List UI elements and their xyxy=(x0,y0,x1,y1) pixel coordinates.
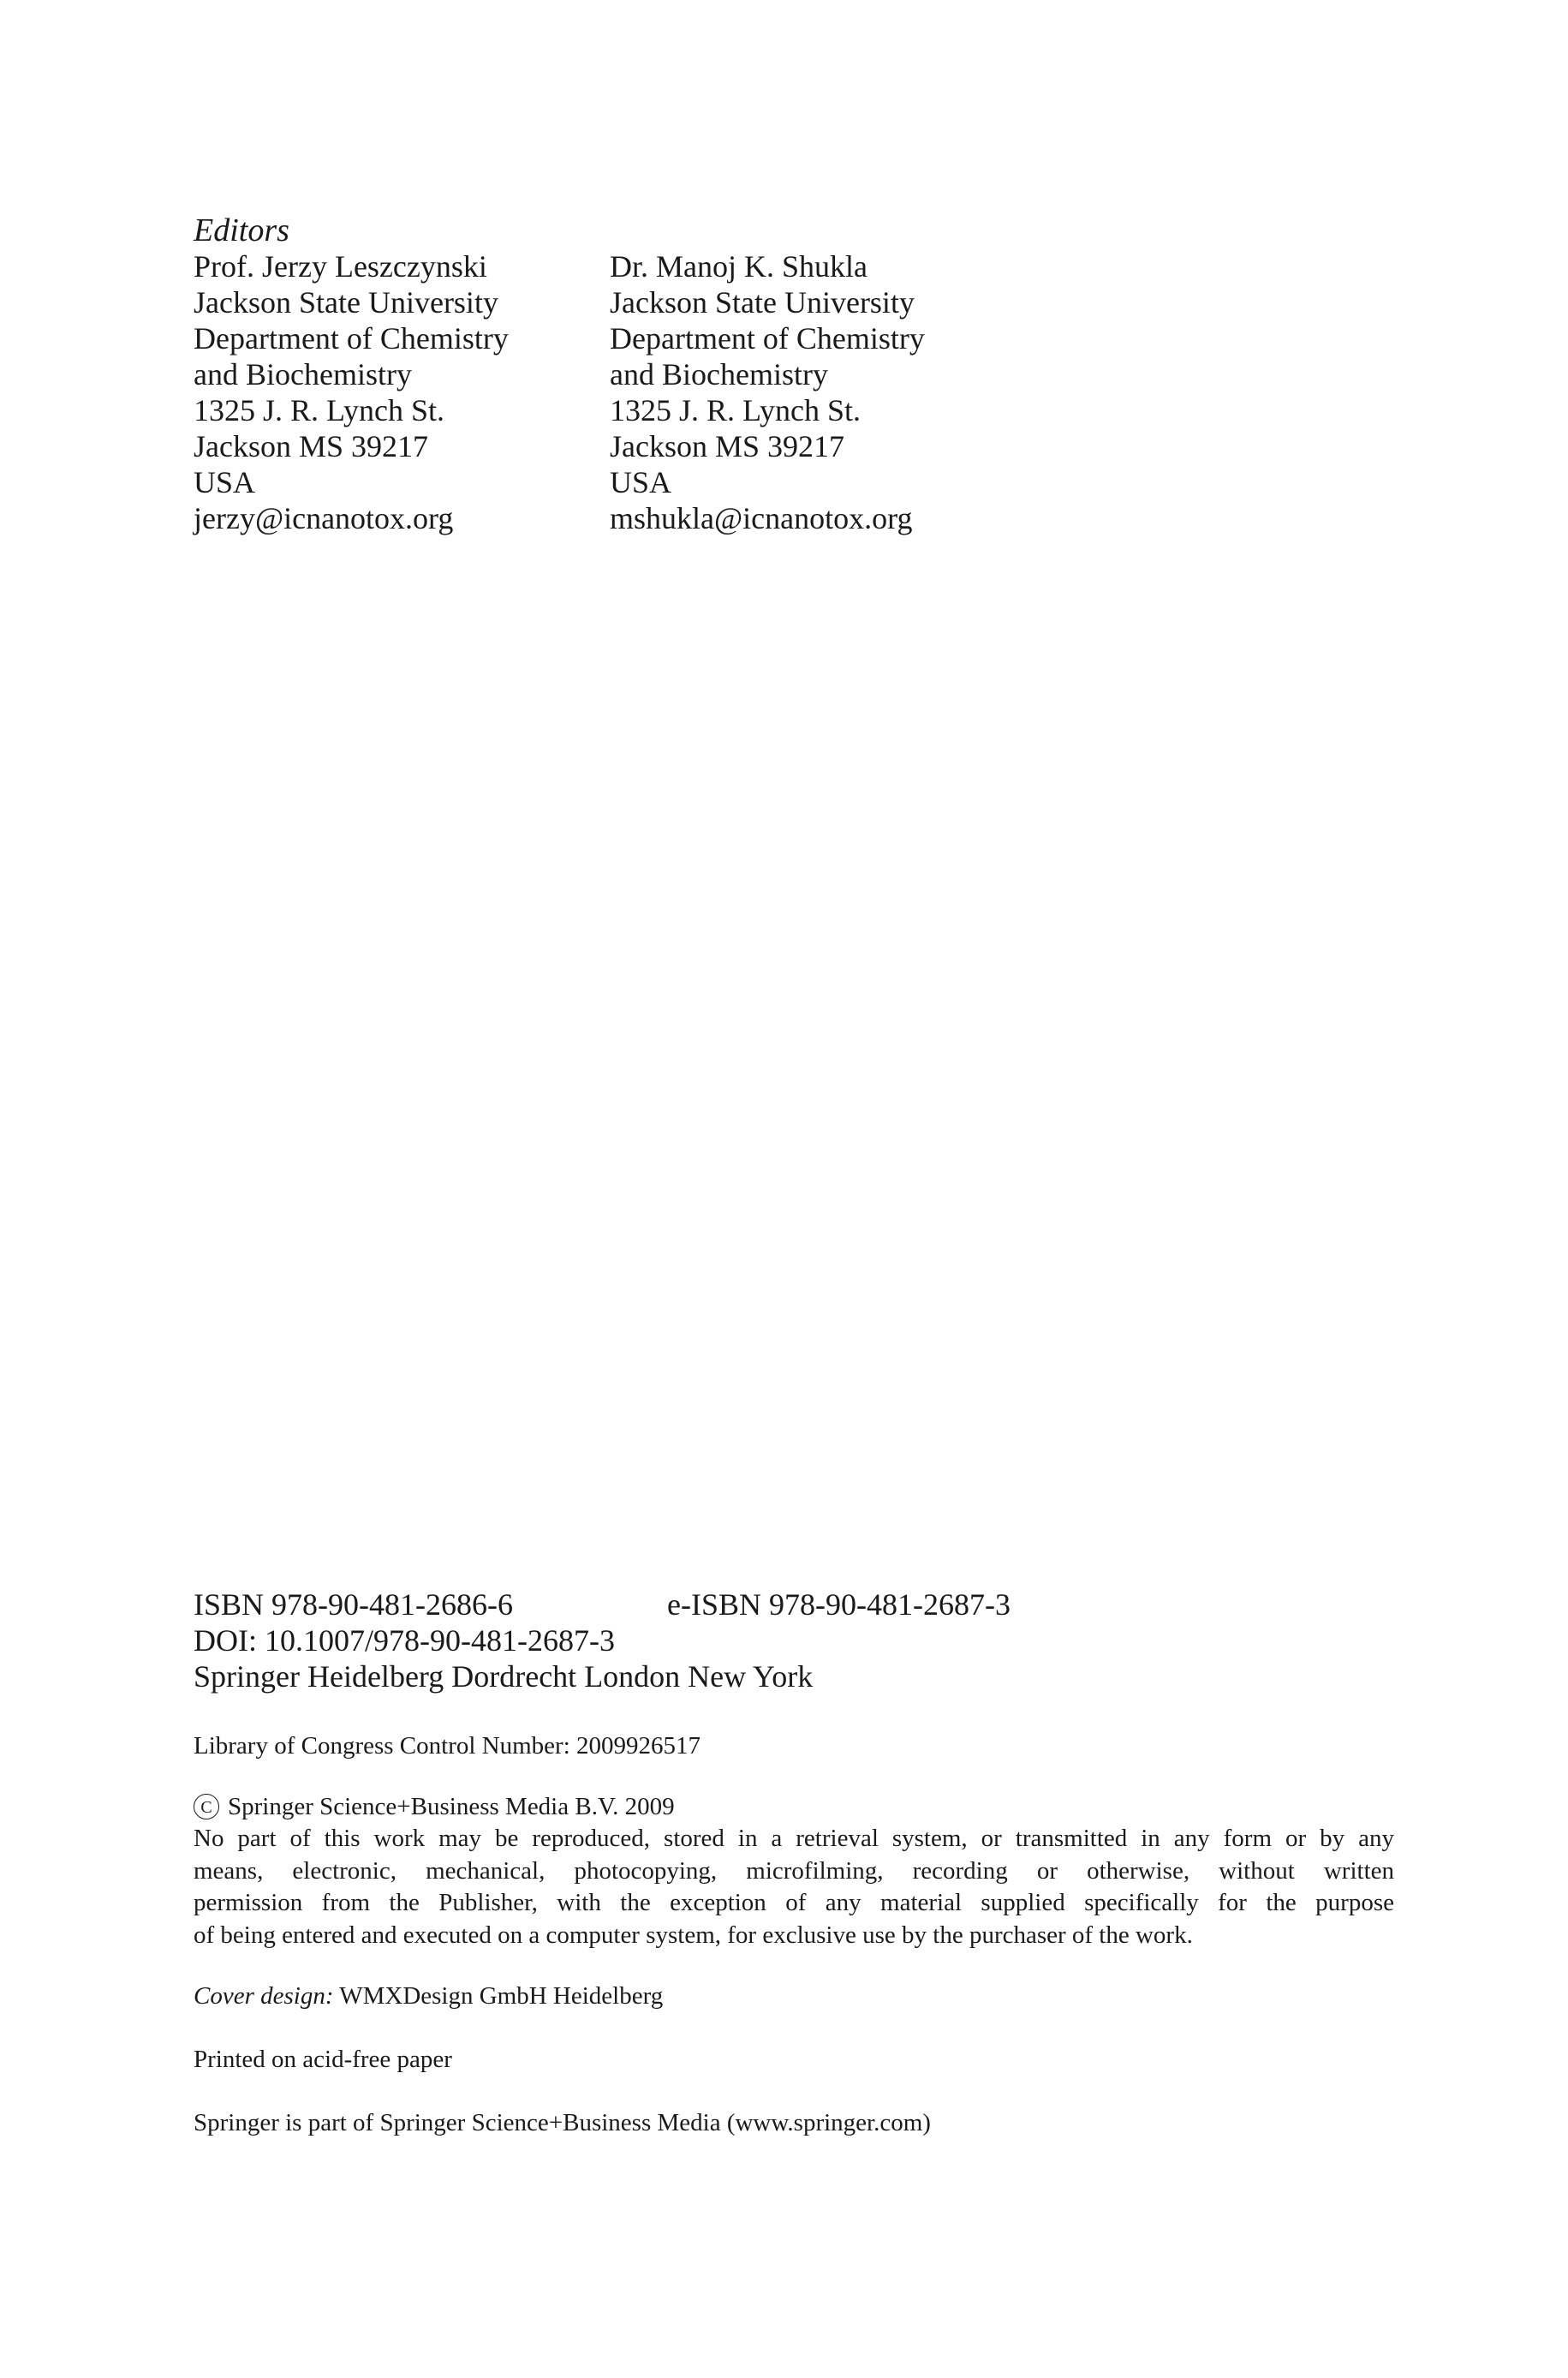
cover-design xyxy=(194,1981,663,2012)
editor-right-name: Dr. Manoj K. Shukla xyxy=(610,249,867,284)
editor-right-email: mshukla@icnanotox.org xyxy=(610,501,913,535)
editor-right-country: USA xyxy=(610,465,672,499)
e-isbn: e-ISBN 978-90-481-2687-3 xyxy=(667,1587,1011,1622)
rights-line: permission from the Publisher, with the exception of any material supplied specifically for the purpose xyxy=(194,1889,1394,1916)
copyright-holder: Springer Science+Business Media B.V. 2009 xyxy=(228,1793,675,1820)
editor-left-department2: and Biochemistry xyxy=(194,357,412,391)
rights-line: means, electronic, mechanical, photocopying, microfilming, recording or otherwise, without written xyxy=(194,1856,1394,1885)
editor-right-address xyxy=(610,248,925,536)
editor-left-address xyxy=(194,248,509,536)
isbn-row xyxy=(194,1586,1011,1622)
cover-design-value: WMXDesign GmbH Heidelberg xyxy=(333,1982,664,2010)
isbn: ISBN 978-90-481-2686-6 xyxy=(194,1587,513,1622)
editor-left-street: 1325 J. R. Lynch St. xyxy=(194,393,445,427)
editors-heading: Editors xyxy=(194,212,289,248)
library-of-congress-number: Library of Congress Control Number: 2009926517 xyxy=(194,1732,701,1760)
editor-left-email: jerzy@icnanotox.org xyxy=(194,501,454,535)
editor-right-department2: and Biochemistry xyxy=(610,357,828,391)
doi: DOI: 10.1007/978-90-481-2687-3 xyxy=(194,1623,615,1658)
editor-right-city: Jackson MS 39217 xyxy=(610,429,845,463)
acid-free-paper-note: Printed on acid-free paper xyxy=(194,2046,452,2073)
editor-left-city: Jackson MS 39217 xyxy=(194,429,429,463)
editor-right-department: Department of Chemistry xyxy=(610,321,925,356)
rights-statement xyxy=(194,1823,1394,1951)
publisher-locations: Springer Heidelberg Dordrecht London New York xyxy=(194,1659,814,1694)
rights-line: No part of this work may be reproduced, stored in a retrieval system, or transmitted in any form or by any xyxy=(194,1825,1394,1852)
springer-part-note: Springer is part of Springer Science+Business Media (www.springer.com) xyxy=(194,2109,931,2136)
editor-right-university: Jackson State University xyxy=(610,285,915,320)
editor-left-university: Jackson State University xyxy=(194,285,498,320)
copyright-line xyxy=(194,1791,675,1823)
rights-line: of being entered and executed on a computer system, for exclusive use by the purchaser of the work. xyxy=(194,1921,1193,1949)
copyright-icon: C xyxy=(194,1794,219,1819)
cover-design-label: Cover design: xyxy=(194,1982,334,2010)
editor-left-department: Department of Chemistry xyxy=(194,321,509,356)
editor-left-name: Prof. Jerzy Leszczynski xyxy=(194,249,487,284)
editor-right-street: 1325 J. R. Lynch St. xyxy=(610,393,862,427)
editor-left-country: USA xyxy=(194,465,256,499)
